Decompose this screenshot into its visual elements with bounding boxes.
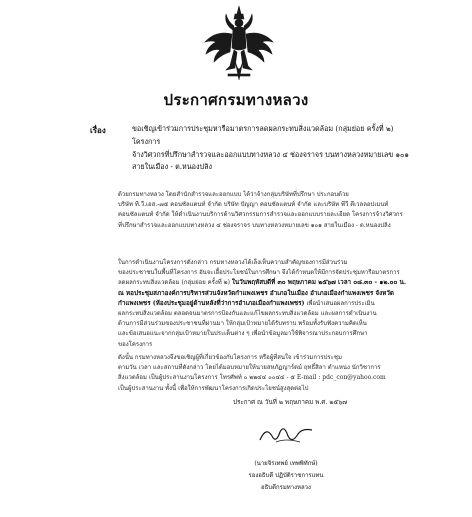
paragraph-meeting-text-c: เพื่อนำเสนอผลการประเมิน ผลกระทบสิ่งแวดล้อม ตลอดจนมาตรการป้องกันและแก้ไขผลกระทบสิ่งแวดล้อม และผลการดำเนินงาน ด้านการมีส่วนร่วมของประชาชนที่ผ่านมา ให้กลุ่มเป้าหมายได้รับทราบ พร้อมทั้งรับฟังความคิดเห็น และข้อเสนอแนะจากกลุ่มเป้าหมายในประเด็นต่าง ๆ เพื่อนำข้อมูลมาใช้พิจารณาประกอบการศึกษา ของโครงการ: [118, 299, 377, 348]
paragraph-invitation: ดังนั้น กรมทางหลวงจึงขอเชิญผู้ที่เกี่ยวข้องกับโครงการ หรือผู้ที่สนใจ เข้าร่วมการประชุม ตามวัน เวลา และสถานที่ดังกล่าว โดยได้มอบหมายให้นายสหภัฏญาร์ดม์ ฤทธิ์สิลา ตำแหน่ง นักวิชาการ สิ่งแวดล้อม เป็นผู้ประสานงานโครงการ โทรศัพท์ ๐ ๒๒๔๔ ๐๐๔๔ - ๕ E-mail : pdc_con@yahoo.com เป็นผู้ประสานงาน ทั้งนี้ เพื่อให้การพัฒนาโครงการเกิดประโยชน์สูงสุดต่อไป: [118, 354, 386, 392]
document-title: ประกาศกรมทางหลวง: [163, 91, 309, 109]
signer-position-title: อธิบดีกรมทางหลวง: [261, 484, 311, 491]
handwritten-signature-icon: [256, 422, 316, 448]
paragraph-intro: ด้วยกรมทางหลวง โดยสำนักสำรวจและออกแบบ ได้ว่าจ้างกลุ่มบริษัทที่ปรึกษา ประกอบด้วย บริษัท ที.วี.เอส.-๗๕ คอนซัลแตนท์ จำกัด บริษัท ปัญญา คอนซัลแตนท์ จำกัด และบริษัท พีวี ดีเวลลอปเมนท์ คอนซัลแตนท์ จำกัด ให้ดำเนินงานบริการด้านวิศวกรรมการสำรวจและออกแบบรายละเอียด โครงการจ้างวิศวกร ที่ปรึกษาสำรวจและออกแบบทางหลวง ๔ ช่องจราจร บนทางหลวงหมายเลข ๑๐๑ สายในเมือง - ต.หนองปลิง: [118, 191, 403, 229]
subject-text: ขอเชิญเข้าร่วมการประชุมหารือมาตรการลดผลกระทบสิ่งแวดล้อม (กลุ่มย่อย ครั้งที่ ๒) โครงการ จ้างวิศวกรที่ปรึกษาสำรวจและออกแบบทางหลวง ๔ ช่องจราจร บนทางหลวงหมายเลข ๑๐๑ สายในเมือง - ต.หนองปลิง: [132, 124, 409, 172]
paragraph-meeting-details: [118, 258, 430, 350]
signer-position-acting: รองอธิบดี ปฏิบัติราชการแทน: [248, 472, 324, 479]
meeting-date-venue: ในวันพฤหัสบดีที่ ๓๐ พฤษภาคม ๒๕๖๗ เวลา ๐๘.๓๐ - ๑๒.๐๐ น. ณ หอประชุมสภาองค์การบริหารส่วนจังหวัดกำแพงเพชร อำเภอในเมือง อำเภอเมืองกำแพงเพชร จังหวัด กำแพงเพชร (ห้องประชุมอยู่ด้านหลังที่ว่าการอำเภอเมืองกำแพงเพชร): [118, 279, 407, 307]
signer-name: (นายจิรเทพย์ เทพพิทักษ์): [254, 460, 318, 467]
garuda-emblem-icon: [202, 4, 276, 84]
announcement-date: ประกาศ ณ วันที่ ๒ พฤษภาคม พ.ศ. ๒๕๖๗: [232, 399, 348, 406]
paragraph-meeting-text-a: ในการดำเนินงานโครงการดังกล่าว กรมทางหลวงได้เล็งเห็นความสำคัญของการมีส่วนร่วม ของประชาชนในพื้นที่โครงการ อันจะเอื้อประโยชน์ในการศึกษา จึงได้กำหนดให้มีการจัดประชุมหารือมาตรการ ลดผลกระทบสิ่งแวดล้อม (กลุ่มย่อย ครั้งที่ ๒): [118, 259, 400, 287]
subject-label: เรื่อง: [90, 125, 106, 135]
